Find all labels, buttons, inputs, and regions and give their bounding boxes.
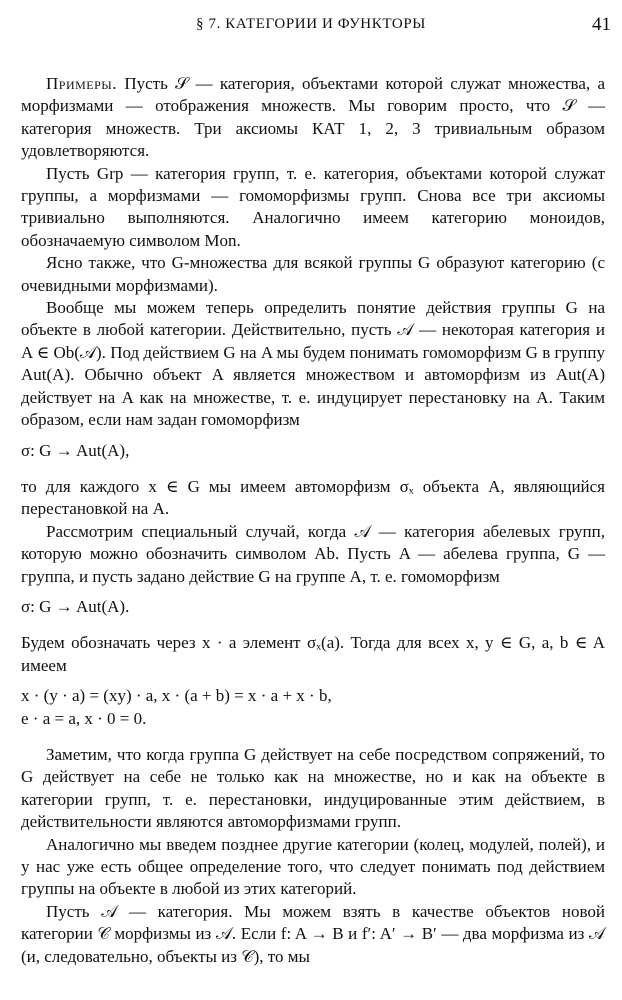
paragraph-morphism-category: Пусть 𝒜 — категория. Мы можем взять в качестве объектов новой категории 𝒞 морфизмы из 𝒜. Если f: A → B и f′: A′ → B′ — два морфизма из 𝒜 (и, следовательно, объекты из 𝒞), то мы — [21, 901, 605, 966]
paragraph-automorphism: то для каждого x ∈ G мы имеем автоморфизм σₓ объекта A, являющийся перестановкой на A. — [21, 476, 605, 519]
running-title: § 7. КАТЕГОРИИ И ФУНКТОРЫ — [196, 16, 426, 32]
formula-sigma-2: σ: G → Aut(A). — [21, 596, 130, 616]
paragraph-other-categories: Аналогично мы введем позднее другие категории (колец, модулей, полей), и у нас уже есть общее определение того, что следует понимать под действием группы на объекте в любой из этих категорий. — [21, 834, 605, 899]
paragraph-examples-text: Пусть 𝒮 — категория, объектами которой служат множества, а морфизмами — отображения множеств. Мы говорим просто, что 𝒮 — категория множеств. Три аксиомы КАТ 1, 2, 3 тривиальным образом удовлетворяются. — [21, 74, 605, 161]
running-header — [0, 14, 622, 42]
paragraph-g-sets: Ясно также, что G-множества для всякой группы G образуют категорию (с очевидными морфизмами). — [21, 253, 605, 295]
paragraph-examples — [21, 73, 605, 163]
page-number: 41 — [592, 14, 611, 35]
paragraph-grp: Пусть Grp — категория групп, т. е. категория, объектами которой служат группы, а морфизмами — гомоморфизмы групп. Снова все три аксиомы тривиально выполняются. Аналогично имеем категорию моноидов, обозначаемую символом Mon. — [21, 163, 605, 250]
paragraph-abelian: Рассмотрим специальный случай, когда 𝒜 — категория абелевых групп, которую можно обозначить символом Ab. Пусть A — абелева группа, G — группа, и пусть задано действие G на группе A, т. е. гомоморфизм — [21, 521, 605, 586]
paragraph-conjugation: Заметим, что когда группа G действует на себе посредством сопряжений, то G действует на себе не только как на множестве, но и как на объекте в категории групп, т. е. перестановки, индуцированные этим действием, в действительности являются автоморфизмами групп. — [21, 744, 605, 832]
paragraph-action: Вообще мы можем теперь определить понятие действия группы G на объекте в любой категории. Действительно, пусть 𝒜 — некоторая категория и A ∈ Ob(𝒜). Под действием G на A мы будем понимать гомоморфизм G в группу Aut(A). Обычно объект A является множеством и автоморфизм из Aut(A) действует на A как на множестве, т. е. индуцирует перестановку на A. Таким образом, если нам задан гомоморфизм — [21, 298, 605, 430]
formula-action-axioms-2: e · a = a, x · 0 = 0. — [21, 708, 147, 728]
examples-lead: Примеры. — [46, 74, 118, 93]
formula-action-axioms-1: x · (y · a) = (xy) · a, x · (a + b) = x · a + x · b, — [21, 686, 332, 706]
formula-sigma-1: σ: G → Aut(A), — [21, 440, 130, 460]
paragraph-notation: Будем обозначать через x · a элемент σₓ(a). Тогда для всех x, y ∈ G, a, b ∈ A имеем — [21, 633, 605, 675]
page-body — [21, 73, 605, 968]
